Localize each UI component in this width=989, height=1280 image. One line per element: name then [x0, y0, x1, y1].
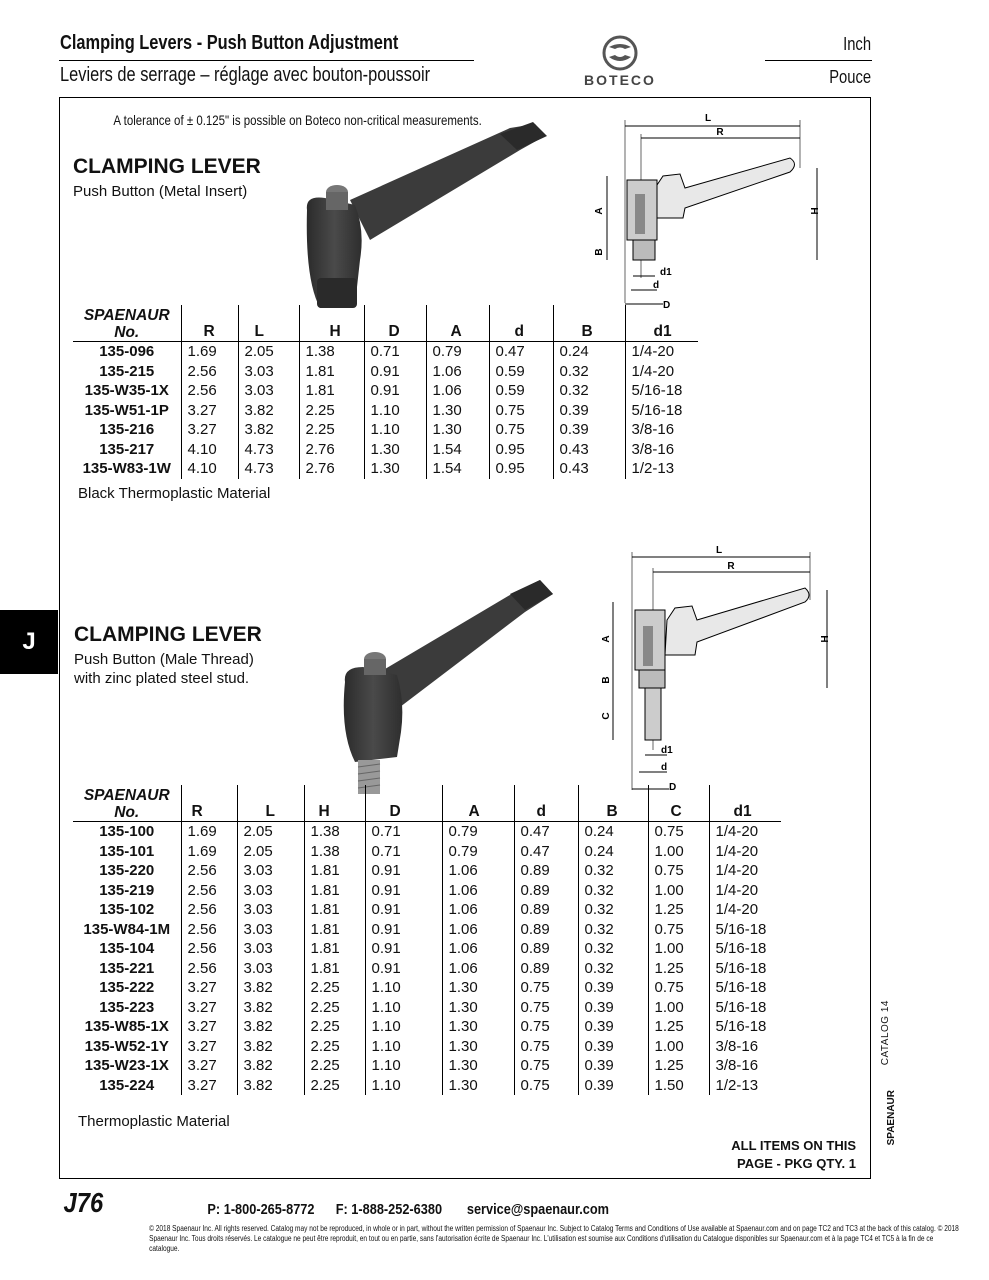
value-cell: 1.38: [304, 842, 365, 862]
value-cell: 1.30: [442, 1037, 514, 1057]
value-cell: 1.25: [648, 959, 709, 979]
table-row: [73, 881, 781, 901]
value-cell: 0.91: [365, 959, 442, 979]
table-row: [73, 822, 781, 842]
value-cell: 0.43: [553, 459, 625, 479]
dim-L: L: [715, 545, 723, 556]
part-number-cell: 135-W84-1M: [83, 920, 171, 938]
value-cell: 1.30: [442, 1056, 514, 1076]
value-cell: 0.32: [578, 900, 648, 920]
table-row: [73, 381, 698, 401]
value-cell: 1/2-13: [625, 459, 698, 479]
col-header: A: [442, 785, 514, 822]
value-cell: 3.27: [181, 1017, 237, 1037]
value-cell: 1.30: [426, 420, 489, 440]
pkg-note-line-2: PAGE - PKG QTY. 1: [737, 1156, 856, 1171]
value-cell: 0.91: [365, 881, 442, 901]
value-cell: 0.75: [514, 1076, 578, 1096]
table-row: [73, 459, 698, 479]
dim-D: D: [663, 300, 671, 311]
value-cell: 2.25: [304, 1056, 365, 1076]
dim-D: D: [669, 782, 677, 793]
value-cell: 0.32: [578, 861, 648, 881]
dim-d: d: [653, 280, 660, 291]
value-cell: 2.56: [181, 861, 237, 881]
value-cell: 0.75: [648, 978, 709, 998]
value-cell: 3.82: [237, 1017, 304, 1037]
part-number-cell: 135-221: [99, 959, 155, 977]
value-cell: 0.75: [648, 822, 709, 842]
value-cell: 1.06: [442, 881, 514, 901]
col-header: d: [514, 785, 578, 822]
catalog-edition: CATALOG 14: [880, 1000, 891, 1066]
value-cell: 5/16-18: [709, 959, 781, 979]
value-cell: 1.06: [442, 861, 514, 881]
value-cell: 1.10: [365, 1037, 442, 1057]
part-number-cell: 135-220: [99, 862, 155, 879]
value-cell: 0.89: [514, 881, 578, 901]
value-cell: 1.06: [426, 381, 489, 401]
part-number-cell: 135-096: [99, 343, 155, 360]
table-header-row: [73, 305, 698, 342]
value-cell: 3.82: [238, 420, 299, 440]
value-cell: 1.69: [181, 342, 238, 362]
value-cell: 3.03: [237, 959, 304, 979]
section2-subtitle: Push Button (Male Thread): [74, 651, 254, 668]
value-cell: 0.59: [489, 362, 553, 382]
value-cell: 3/8-16: [709, 1056, 781, 1076]
value-cell: 0.91: [364, 381, 426, 401]
value-cell: 1.81: [299, 362, 364, 382]
value-cell: 2.05: [237, 842, 304, 862]
value-cell: 1.06: [442, 959, 514, 979]
value-cell: 2.56: [181, 959, 237, 979]
col-header: C: [648, 785, 709, 822]
value-cell: 1.00: [648, 998, 709, 1018]
dim-H: H: [808, 207, 819, 215]
value-cell: 0.89: [514, 861, 578, 881]
dim-A: A: [601, 635, 612, 643]
lever-photo-metal-insert: [295, 110, 575, 315]
value-cell: 0.47: [514, 842, 578, 862]
value-cell: 0.71: [365, 822, 442, 842]
tolerance-note: A tolerance of ± 0.125" is possible on Boteco non-critical measurements.: [113, 112, 482, 128]
part-number-cell: 135-219: [99, 881, 155, 899]
unit-label-french: Pouce: [829, 67, 871, 87]
value-cell: 0.91: [365, 920, 442, 940]
technical-drawing-2: [595, 540, 835, 795]
value-cell: 1.81: [304, 881, 365, 901]
value-cell: 1/4-20: [709, 900, 781, 920]
value-cell: 0.32: [553, 381, 625, 401]
part-number-cell: 135-222: [99, 979, 155, 996]
col-header: R: [181, 305, 238, 342]
col-header: R: [181, 785, 237, 822]
value-cell: 1.54: [426, 440, 489, 460]
value-cell: 3.82: [237, 1037, 304, 1057]
value-cell: 5/16-18: [625, 381, 698, 401]
value-cell: 1.50: [648, 1076, 709, 1096]
col-header: L: [237, 785, 304, 822]
value-cell: 3.03: [237, 881, 304, 901]
value-cell: 4.10: [181, 459, 238, 479]
value-cell: 2.25: [304, 1017, 365, 1037]
table-row: [73, 401, 698, 421]
value-cell: 1.10: [365, 1076, 442, 1096]
value-cell: 5/16-18: [709, 978, 781, 998]
value-cell: 2.56: [181, 939, 237, 959]
value-cell: 5/16-18: [709, 939, 781, 959]
value-cell: 1.10: [365, 998, 442, 1018]
value-cell: 1.38: [299, 342, 364, 362]
col-header: B: [578, 785, 648, 822]
part-number-cell: 135-102: [99, 901, 155, 918]
value-cell: 3.03: [237, 900, 304, 920]
dim-C: C: [601, 712, 612, 720]
dim-B: B: [594, 248, 605, 256]
value-cell: 1.10: [364, 420, 426, 440]
spec-table-2: [73, 785, 781, 1095]
value-cell: 0.39: [578, 1037, 648, 1057]
value-cell: 0.75: [514, 1037, 578, 1057]
value-cell: 3.03: [237, 861, 304, 881]
value-cell: 3.82: [237, 1056, 304, 1076]
table-row: [73, 1017, 781, 1037]
col-header: L: [238, 305, 299, 342]
value-cell: 2.05: [237, 822, 304, 842]
part-number-cell: 135-224: [99, 1076, 155, 1094]
dim-L: L: [704, 113, 712, 124]
value-cell: 0.59: [489, 381, 553, 401]
value-cell: 1.10: [365, 1017, 442, 1037]
value-cell: 2.25: [299, 401, 364, 421]
unit-label: Inch: [843, 34, 871, 54]
value-cell: 0.39: [553, 401, 625, 421]
page-title-french: Leviers de serrage – réglage avec bouton-poussoir: [60, 64, 431, 86]
value-cell: 3.27: [181, 1037, 237, 1057]
value-cell: 0.32: [578, 920, 648, 940]
col-header: d1: [625, 305, 698, 342]
value-cell: 1.81: [304, 939, 365, 959]
value-cell: 2.25: [304, 978, 365, 998]
value-cell: 0.89: [514, 920, 578, 940]
value-cell: 2.56: [181, 900, 237, 920]
table-row: [73, 978, 781, 998]
value-cell: 3/8-16: [625, 420, 698, 440]
value-cell: 3.27: [181, 998, 237, 1018]
section2-material: Thermoplastic Material: [78, 1113, 230, 1130]
value-cell: 1/4-20: [709, 861, 781, 881]
technical-drawing-1: [585, 108, 819, 313]
value-cell: 3.82: [237, 978, 304, 998]
table-row: [73, 1037, 781, 1057]
title-underline: [59, 60, 474, 61]
section1-title: CLAMPING LEVER: [73, 155, 261, 178]
value-cell: 5/16-18: [709, 1017, 781, 1037]
col-header-part-number: SPAENAUR No.: [73, 305, 181, 342]
page-number: J76: [63, 1187, 104, 1218]
value-cell: 0.95: [489, 440, 553, 460]
dim-d1: d1: [661, 745, 673, 756]
value-cell: 1.10: [365, 1056, 442, 1076]
value-cell: 5/16-18: [709, 920, 781, 940]
value-cell: 0.47: [514, 822, 578, 842]
part-number-cell: 135-101: [99, 842, 155, 860]
value-cell: 0.91: [365, 900, 442, 920]
value-cell: 3.82: [237, 998, 304, 1018]
dim-d: d: [661, 762, 668, 773]
spec-table-1: [73, 305, 698, 479]
value-cell: 1.81: [304, 959, 365, 979]
value-cell: 3/8-16: [709, 1037, 781, 1057]
part-number-cell: 135-W83-1W: [82, 460, 171, 477]
section1-subtitle: Push Button (Metal Insert): [73, 183, 248, 200]
boteco-logo: [565, 35, 675, 90]
pkg-note-line-1: ALL ITEMS ON THIS: [731, 1138, 856, 1153]
value-cell: 1.06: [426, 362, 489, 382]
value-cell: 3.27: [181, 401, 238, 421]
dim-R: R: [727, 561, 735, 572]
table-row: [73, 920, 781, 940]
section2-subtitle-2: with zinc plated steel stud.: [74, 670, 250, 687]
value-cell: 1.30: [442, 978, 514, 998]
value-cell: 1.25: [648, 1056, 709, 1076]
table-header-row: [73, 785, 781, 822]
value-cell: 1/4-20: [709, 822, 781, 842]
value-cell: 2.56: [181, 381, 238, 401]
table-row: [73, 440, 698, 460]
value-cell: 0.24: [578, 842, 648, 862]
value-cell: 1.30: [426, 401, 489, 421]
value-cell: 1.30: [364, 440, 426, 460]
value-cell: 0.89: [514, 900, 578, 920]
value-cell: 1.25: [648, 900, 709, 920]
value-cell: 0.32: [578, 939, 648, 959]
value-cell: 0.75: [514, 998, 578, 1018]
value-cell: 3.03: [237, 939, 304, 959]
part-number-cell: 135-216: [99, 421, 155, 438]
value-cell: 1.81: [304, 861, 365, 881]
value-cell: 0.75: [514, 978, 578, 998]
value-cell: 1.81: [304, 900, 365, 920]
value-cell: 2.05: [238, 342, 299, 362]
value-cell: 2.56: [181, 881, 237, 901]
value-cell: 4.73: [238, 440, 299, 460]
value-cell: 0.39: [553, 420, 625, 440]
value-cell: 2.76: [299, 440, 364, 460]
value-cell: 4.10: [181, 440, 238, 460]
value-cell: 1.10: [365, 978, 442, 998]
value-cell: 1.30: [442, 1076, 514, 1096]
value-cell: 0.89: [514, 939, 578, 959]
value-cell: 0.24: [553, 342, 625, 362]
col-header: A: [426, 305, 489, 342]
value-cell: 0.95: [489, 459, 553, 479]
value-cell: 0.91: [364, 362, 426, 382]
lever-photo-male-thread: [325, 572, 565, 807]
table-row: [73, 842, 781, 862]
part-number-cell: 135-W51-1P: [84, 401, 169, 419]
phone-number: P: 1-800-265-8772: [207, 1201, 315, 1218]
value-cell: 3.27: [181, 420, 238, 440]
table-row: [73, 362, 698, 382]
col-header: H: [304, 785, 365, 822]
value-cell: 3.27: [181, 1076, 237, 1096]
table-row: [73, 1056, 781, 1076]
value-cell: 0.75: [648, 861, 709, 881]
col-header-part-number: SPAENAUR No.: [73, 785, 181, 822]
value-cell: 1/4-20: [709, 881, 781, 901]
fax-number: F: 1-888-252-6380: [335, 1201, 443, 1218]
value-cell: 2.25: [299, 420, 364, 440]
part-number-cell: 135-W35-1X: [84, 382, 169, 399]
value-cell: 0.24: [578, 822, 648, 842]
value-cell: 1.30: [364, 459, 426, 479]
value-cell: 0.71: [365, 842, 442, 862]
value-cell: 1.00: [648, 1037, 709, 1057]
part-number-cell: 135-W52-1Y: [84, 1037, 169, 1055]
value-cell: 1.25: [648, 1017, 709, 1037]
part-number-cell: 135-W23-1X: [84, 1057, 169, 1074]
value-cell: 0.75: [514, 1056, 578, 1076]
value-cell: 2.76: [299, 459, 364, 479]
dim-B: B: [601, 676, 612, 684]
table-row: [73, 861, 781, 881]
value-cell: 0.32: [553, 362, 625, 382]
col-header: D: [365, 785, 442, 822]
package-quantity-note: [731, 1137, 856, 1173]
brand-side-label: SPAENAUR: [886, 1090, 897, 1146]
value-cell: 3.03: [238, 362, 299, 382]
value-cell: 1.06: [442, 920, 514, 940]
dim-A: A: [594, 207, 605, 215]
value-cell: 1.06: [442, 900, 514, 920]
part-number-cell: 135-215: [99, 362, 155, 380]
value-cell: 0.91: [365, 861, 442, 881]
value-cell: 0.71: [364, 342, 426, 362]
dim-d1: d1: [660, 267, 672, 278]
value-cell: 1.10: [364, 401, 426, 421]
value-cell: 0.79: [442, 842, 514, 862]
value-cell: 0.39: [578, 978, 648, 998]
value-cell: 0.39: [578, 1056, 648, 1076]
value-cell: 2.25: [304, 1076, 365, 1096]
value-cell: 3/8-16: [625, 440, 698, 460]
value-cell: 3.03: [237, 920, 304, 940]
value-cell: 0.79: [442, 822, 514, 842]
table-row: [73, 939, 781, 959]
value-cell: 1.00: [648, 939, 709, 959]
dim-H: H: [818, 635, 829, 643]
unit-underline: [765, 60, 872, 61]
value-cell: 1.00: [648, 842, 709, 862]
part-number-cell: 135-223: [99, 998, 155, 1016]
value-cell: 1.81: [299, 381, 364, 401]
value-cell: 0.39: [578, 1017, 648, 1037]
value-cell: 3.27: [181, 1056, 237, 1076]
value-cell: 3.82: [237, 1076, 304, 1096]
table-row: [73, 342, 698, 362]
value-cell: 1.69: [181, 822, 237, 842]
value-cell: 1/4-20: [625, 362, 698, 382]
value-cell: 0.32: [578, 881, 648, 901]
table-row: [73, 1076, 781, 1096]
table-row: [73, 420, 698, 440]
col-header: d1: [709, 785, 781, 822]
page-title: Clamping Levers - Push Button Adjustment: [60, 32, 399, 54]
value-cell: 0.75: [489, 401, 553, 421]
col-header: H: [299, 305, 364, 342]
email-link[interactable]: service@spaenaur.com: [466, 1201, 610, 1218]
value-cell: 2.56: [181, 362, 238, 382]
section-tab: J: [0, 610, 58, 674]
value-cell: 0.89: [514, 959, 578, 979]
part-number-cell: 135-W85-1X: [84, 1018, 169, 1035]
value-cell: 1.30: [442, 998, 514, 1018]
value-cell: 0.79: [426, 342, 489, 362]
value-cell: 0.75: [648, 920, 709, 940]
value-cell: 2.56: [181, 920, 237, 940]
value-cell: 0.39: [578, 998, 648, 1018]
value-cell: 1.00: [648, 881, 709, 901]
value-cell: 1/2-13: [709, 1076, 781, 1096]
section2-title: CLAMPING LEVER: [74, 623, 262, 646]
value-cell: 1.69: [181, 842, 237, 862]
logo-text: BOTECO: [584, 72, 656, 88]
value-cell: 1.54: [426, 459, 489, 479]
table-row: [73, 900, 781, 920]
value-cell: 0.75: [514, 1017, 578, 1037]
value-cell: 1.30: [442, 1017, 514, 1037]
value-cell: 0.75: [489, 420, 553, 440]
value-cell: 0.39: [578, 1076, 648, 1096]
value-cell: 0.32: [578, 959, 648, 979]
copyright-notice: © 2018 Spaenaur Inc. All rights reserved. Catalog may not be reproduced, in whole or in part, without the written permission of Spaenaur Inc. Subject to Catalog Terms and Conditions of Use available at Spaenaur.com and on page TC2 and TC3 at the back of this catalog. © 2018 Spaenaur Inc. Tous droits réservés. Le catalogue ne peut être reproduit, en tout ou en partie, sans l'autorisation écrite de Spaenaur Inc. L'utilisation est soumise aux Conditions d'utilisation du Catalogue disponibles sur Spaenaur.com et à la page TC4 et TC5 à la fin de ce catalogue.: [149, 1224, 959, 1253]
value-cell: 0.43: [553, 440, 625, 460]
part-number-cell: 135-100: [99, 823, 155, 840]
col-header: B: [553, 305, 625, 342]
part-number-cell: 135-104: [99, 940, 155, 957]
value-cell: 1.06: [442, 939, 514, 959]
value-cell: 5/16-18: [625, 401, 698, 421]
value-cell: 1.81: [304, 920, 365, 940]
value-cell: 1.38: [304, 822, 365, 842]
value-cell: 3.03: [238, 381, 299, 401]
value-cell: 0.91: [365, 939, 442, 959]
table-row: [73, 959, 781, 979]
section1-material: Black Thermoplastic Material: [78, 485, 271, 502]
table-row: [73, 998, 781, 1018]
col-header: D: [364, 305, 426, 342]
value-cell: 4.73: [238, 459, 299, 479]
col-header: d: [489, 305, 553, 342]
contact-line: [207, 1201, 609, 1218]
value-cell: 5/16-18: [709, 998, 781, 1018]
value-cell: 1/4-20: [709, 842, 781, 862]
part-number-cell: 135-217: [99, 440, 155, 458]
value-cell: 0.47: [489, 342, 553, 362]
value-cell: 1/4-20: [625, 342, 698, 362]
value-cell: 2.25: [304, 1037, 365, 1057]
value-cell: 3.27: [181, 978, 237, 998]
dim-R: R: [716, 127, 724, 138]
value-cell: 2.25: [304, 998, 365, 1018]
value-cell: 3.82: [238, 401, 299, 421]
